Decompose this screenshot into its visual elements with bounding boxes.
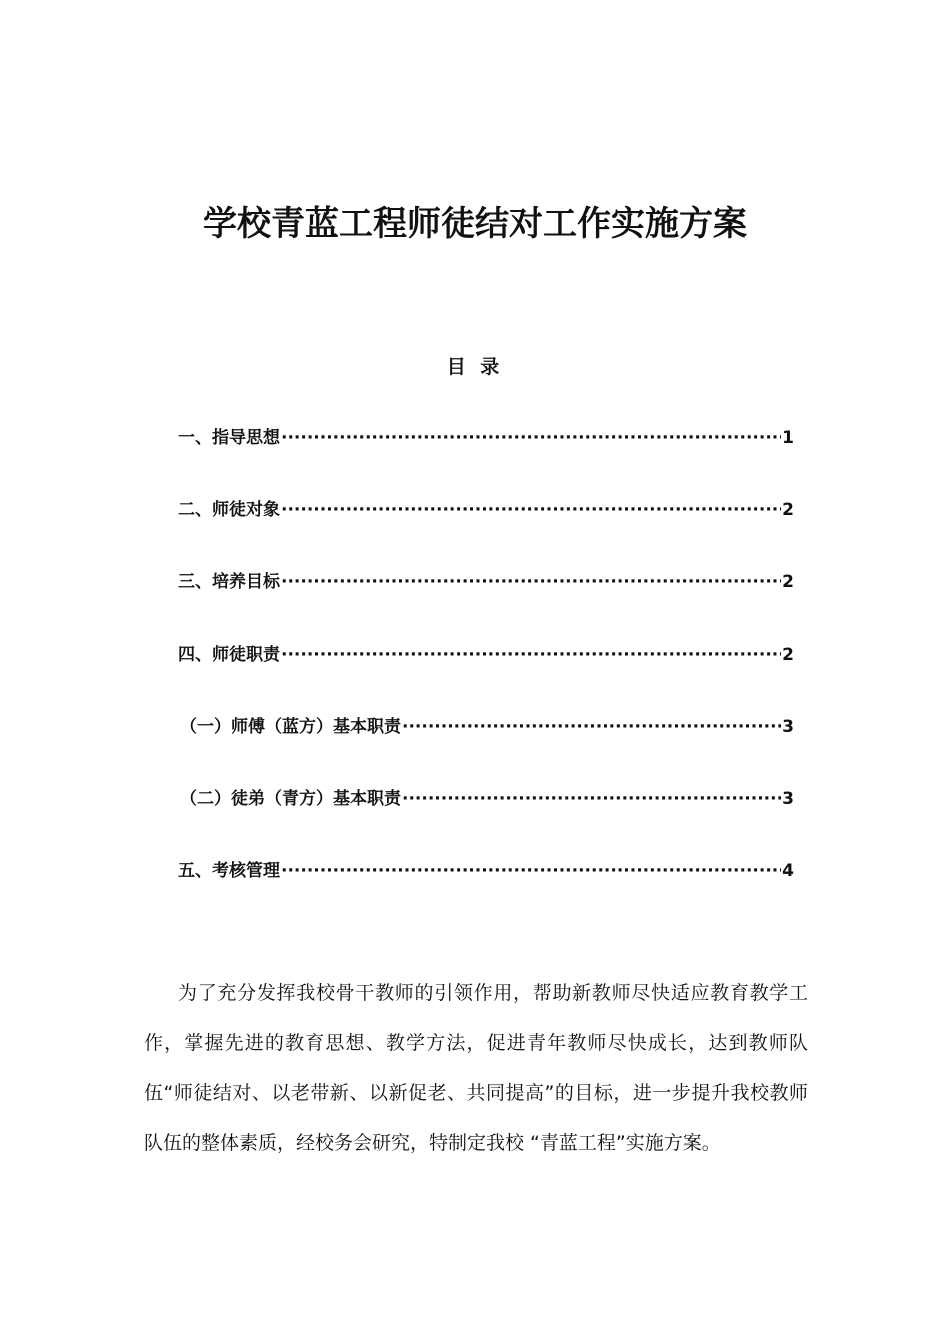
- toc-item-label: 一、指导思想: [178, 428, 280, 448]
- toc-item-label: （二）徒弟（青方）基本职责: [180, 789, 401, 809]
- toc-page-number: 4: [782, 861, 794, 881]
- toc-dot-leader: [281, 495, 781, 525]
- toc-item-label: 五、考核管理: [178, 861, 280, 881]
- toc-page-number: 3: [782, 789, 794, 809]
- toc-dot-leader: [402, 784, 781, 814]
- toc-page-number: 2: [782, 572, 794, 592]
- toc-item-mentor-duties[interactable]: [178, 640, 794, 670]
- intro-paragraph: 为了充分发挥我校骨干教师的引领作用，帮助新教师尽快适应教育教学工作，掌握先进的教育思想、教学方法，促进青年教师尽快成长，达到教师队伍“师徒结对、以老带新、以新促老、共同提高”的目标，进一步提升我校教师队伍的整体素质，经校务会研究，特制定我校 “青蓝工程”实施方案。: [144, 982, 808, 1154]
- document-title: 学校青蓝工程师徒结对工作实施方案: [203, 204, 747, 244]
- toc-page-number: 3: [782, 717, 794, 737]
- toc-dot-leader: [281, 640, 781, 670]
- toc-dot-leader: [281, 856, 781, 886]
- toc-item-label: （一）师傅（蓝方）基本职责: [180, 717, 401, 737]
- toc-page-number: 1: [782, 428, 794, 448]
- toc-item-guiding-ideology[interactable]: [178, 423, 794, 453]
- toc-item-label: 二、师徒对象: [178, 500, 280, 520]
- toc-item-master-duties[interactable]: [180, 712, 794, 742]
- toc-item-assessment[interactable]: [178, 856, 794, 886]
- toc-item-mentor-targets[interactable]: [178, 495, 794, 525]
- toc-page-number: 2: [782, 500, 794, 520]
- toc-dot-leader: [281, 423, 781, 453]
- toc-dot-leader: [281, 567, 781, 597]
- toc-item-label: 四、师徒职责: [178, 645, 280, 665]
- toc-item-label: 三、培养目标: [178, 572, 280, 592]
- toc-page-number: 2: [782, 645, 794, 665]
- toc-heading: 目 录: [446, 356, 504, 378]
- toc-dot-leader: [402, 712, 781, 742]
- toc-item-training-goals[interactable]: [178, 567, 794, 597]
- toc-item-apprentice-duties[interactable]: [180, 784, 794, 814]
